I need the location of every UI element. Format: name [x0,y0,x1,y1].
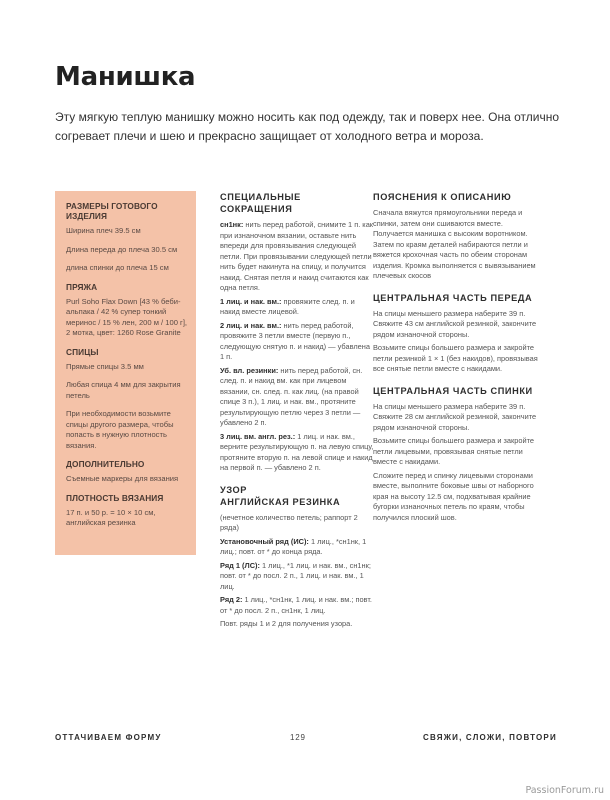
needles-note: При необходимости возьмите спицы другого размера, чтобы попасть в нужную плотность вязания. [66,409,174,450]
front-paragraph: Возьмите спицы большего размера и закройте петли резинкой 1 × 1 (без накидов), провязывая все снятые петли вместе с накидами. [373,343,538,373]
abbr-text: провяжите след. п. и накид вместе лицевой. [220,296,355,316]
info-sidebar [55,191,196,555]
footer-book-title: СВЯЖИ, СЛОЖИ, ПОВТОРИ [423,733,557,742]
abbr-term: 1 лиц. и нак. вм.: [220,296,282,306]
abbr-item [220,432,375,474]
gauge-heading: ПЛОТНОСТЬ ВЯЗАНИЯ [66,492,164,503]
yarn-heading: ПРЯЖА [66,281,98,292]
rib-row-text: 1 лиц., *1 лиц. и нак. вм., сн1нк; повт. от * до посл. 2 п., 1 лиц. и нак. вм., 1 лиц. [220,560,371,591]
rib-row-text: 1 лиц., *сн1нк, 1 лиц.; повт. от * до конца ряда. [220,536,367,556]
description-heading: ПОЯСНЕНИЯ К ОПИСАНИЮ [373,192,512,202]
abbr-term: 3 лиц. вм. англ. рез.: [220,431,296,441]
abbr-text: нить перед работой, сн. след. п. и накид вм. как при лицевом вязании, сн. след. п. как лиц. (на правой спице 3 п.), 1 лиц. и нак. вм., протяните результирующую петлю через 3 петли — убавлено 2 п. [220,365,363,427]
abbr-item [220,321,375,363]
abbr-term: 2 лиц. и нак. вм.: [220,320,282,330]
rib-row-term: Ряд 1 (ЛС): [220,560,260,570]
extra-text: Съемные маркеры для вязания [66,474,179,483]
gauge-text: 17 п. и 50 р. = 10 × 10 см, английская резинка [66,507,156,527]
needles-heading: СПИЦЫ [66,346,99,357]
size-front-length: Длина переда до плеча 30.5 см [66,244,178,254]
rib-row-text: 1 лиц., *сн1нк, 1 лиц. и нак. вм.; повт. от * до посл. 2 п., сн1нк, 1 лиц. [220,595,372,615]
footer-section-title: ОТТАЧИВАЕМ ФОРМУ [55,733,162,742]
page-title: Манишка [55,62,196,92]
sizes-heading: РАЗМЕРЫ ГОТОВОГО ИЗДЕЛИЯ [66,201,158,221]
abbr-item [220,220,375,294]
abbreviations-heading: СПЕЦИАЛЬНЫЕ СОКРАЩЕНИЯ [220,192,301,214]
abbr-item [220,297,375,318]
yarn-text: Purl Soho Flax Down [43 % беби-альпака / 42 % супер тонкий меринос / 15 % лен, 200 м / 100 г], 2 мотка, цвет: 1260 Rose Granite [66,296,188,337]
abbreviations-column [220,191,375,633]
back-paragraph: На спицы меньшего размера наберите 39 п. Свяжите 28 см английской резинкой, закончите рядом изнаночной стороны. [373,401,537,432]
front-heading: ЦЕНТРАЛЬНАЯ ЧАСТЬ ПЕРЕДА [373,292,533,303]
instructions-column [373,191,538,526]
needles-straight: Прямые спицы 3.5 мм [66,361,144,371]
size-back-length: длина спинки до плеча 15 см [66,263,169,272]
abbr-text: нить перед работой, провяжите 3 петли вместе (первую п., следующую снятую п. и накид) — убавлена 1 п. [220,320,370,361]
rib-row [220,561,375,593]
needles-bindoff: Любая спица 4 мм для закрытия петель [66,380,181,400]
intro-paragraph: Эту мягкую теплую манишку можно носить как под одежду, так и поверх нее. Она отлично согревает плечи и шею и прекрасно защищает от холодного ветра и мороза. [55,110,560,143]
size-shoulders: Ширина плеч 39.5 см [66,226,141,235]
front-paragraph: На спицы меньшего размера наберите 39 п. Свяжите 43 см английской резинкой, закончите рядом изнаночной стороны. [373,308,537,339]
back-paragraph: Возьмите спицы большего размера и закройте петли лицевыми, провязывая снятые петли вместе с накидами. [373,436,535,466]
rib-row [220,595,375,616]
extra-heading: ДОПОЛНИТЕЛЬНО [66,459,145,469]
back-paragraph: Сложите перед и спинку лицевыми сторонами вместе, выполните боковые швы от наборного края на высоту 12.5 см, подхватывая крайние бугорки изнаночных петель по краям, чтобы получился плоский шов. [373,470,534,522]
rib-count: (нечетное количество петель; раппорт 2 ряда) [220,512,358,532]
watermark: PassionForum.ru [525,785,604,796]
pattern-heading: УЗОР [220,484,248,495]
abbr-term: сн1нк: [220,220,244,229]
page-number: 129 [290,733,306,742]
abbr-text: нить перед работой, снимите 1 п. как при изнаночном вязании, оставьте нить впереди для провязывания следующей петли. При провязывании следующей петли нить будет накинута на спицу, и получится накид. Снятая петля и накид считаются как одна петля. [220,220,374,292]
rib-row [220,537,375,558]
rib-heading: АНГЛИЙСКАЯ РЕЗИНКА [220,496,341,507]
description-text: Сначала вяжутся прямоугольники переда и спинки, затем они сшиваются вместе. Получается манишка с высоким воротником. Затем по краям деталей набираются петли и вяжется крохочная часть по обеим сторонам изделия. Кромка выполняется с вывязыванием плечевых скосов [373,208,536,280]
rib-row-term: Ряд 2: [220,595,243,604]
abbr-text: 1 лиц. и нак. вм., верните результирующую п. на левую спицу, протяните вторую п. на левой спице и накид на первой п. — убавлено 2 п. [220,431,374,472]
abbr-term: Уб. вл. резинки: [220,365,279,375]
rib-repeat: Повт. ряды 1 и 2 для получения узора. [220,619,353,628]
rib-row-term: Установочный ряд (ИС): [220,536,309,546]
back-heading: ЦЕНТРАЛЬНАЯ ЧАСТЬ СПИНКИ [373,385,533,396]
abbr-item [220,366,375,429]
